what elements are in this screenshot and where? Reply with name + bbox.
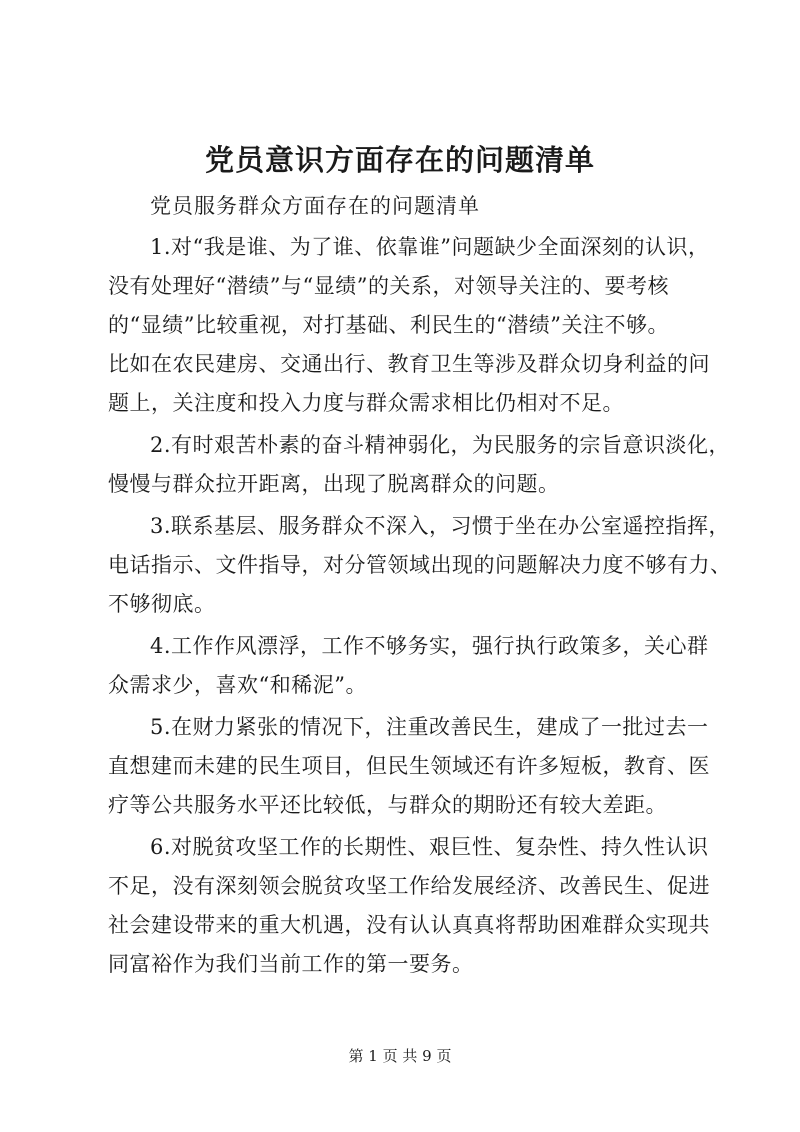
document-title: 党员意识方面存在的问题清单	[204, 143, 595, 177]
paragraph-1	[108, 228, 708, 423]
paragraph-line: 没有处理好“潜绩”与“显绩”的关系，对领导关注的、要考核	[108, 274, 669, 298]
paragraph-line: 比如在农民建房、交通出行、教育卫生等涉及群众切身利益的问	[108, 352, 710, 376]
paragraph-4	[108, 627, 708, 705]
paragraph-line: 社会建设带来的重大机遇，没有认认真真将帮助困难群众实现共	[108, 913, 710, 937]
paragraph-line: 慢慢与群众拉开距离，出现了脱离群众的问题。	[108, 472, 560, 496]
paragraph-line: 5.在财力紧张的情况下，注重改善民生，建成了一批过去一	[150, 715, 709, 739]
paragraph-line: 6.对脱贫攻坚工作的长期性、艰巨性、复杂性、持久性认识	[150, 835, 709, 859]
paragraph-5	[108, 708, 708, 825]
document-subtitle: 党员服务群众方面存在的问题清单	[150, 194, 480, 218]
document-body	[108, 228, 732, 987]
paragraph-line: 4.工作作风漂浮，工作不够务实，强行执行政策多，关心群	[150, 634, 709, 658]
page-number-footer: 第 1 页 共 9 页	[348, 1047, 452, 1065]
paragraph-line: 疗等公共服务水平还比较低，与群众的期盼还有较大差距。	[108, 793, 667, 817]
paragraph-line: 电话指示、文件指导，对分管领域出现的问题解决力度不够有力、	[108, 553, 732, 577]
paragraph-line: 的“显绩”比较重视，对打基础、利民生的“潜绩”关注不够。	[108, 313, 669, 337]
paragraph-line: 众需求少，喜欢“和稀泥”。	[108, 673, 367, 697]
paragraph-line: 直想建而未建的民生项目，但民生领域还有许多短板，教育、医	[108, 754, 710, 778]
paragraph-3	[108, 507, 732, 624]
paragraph-line: 1.对“我是谁、为了谁、依靠谁”问题缺少全面深刻的认识，	[150, 235, 710, 259]
paragraph-line: 不足，没有深刻领会脱贫攻坚工作给发展经济、改善民生、促进	[108, 874, 710, 898]
paragraph-2	[108, 426, 731, 504]
paragraph-line: 同富裕作为我们当前工作的第一要务。	[108, 952, 474, 976]
paragraph-line: 3.联系基层、服务群众不深入，习惯于坐在办公室遥控指挥，	[150, 514, 731, 538]
paragraph-line: 不够彻底。	[108, 592, 216, 616]
paragraph-6	[108, 828, 708, 984]
paragraph-line: 2.有时艰苦朴素的奋斗精神弱化，为民服务的宗旨意识淡化，	[150, 433, 731, 457]
paragraph-line: 题上，关注度和投入力度与群众需求相比仍相对不足。	[108, 391, 624, 415]
